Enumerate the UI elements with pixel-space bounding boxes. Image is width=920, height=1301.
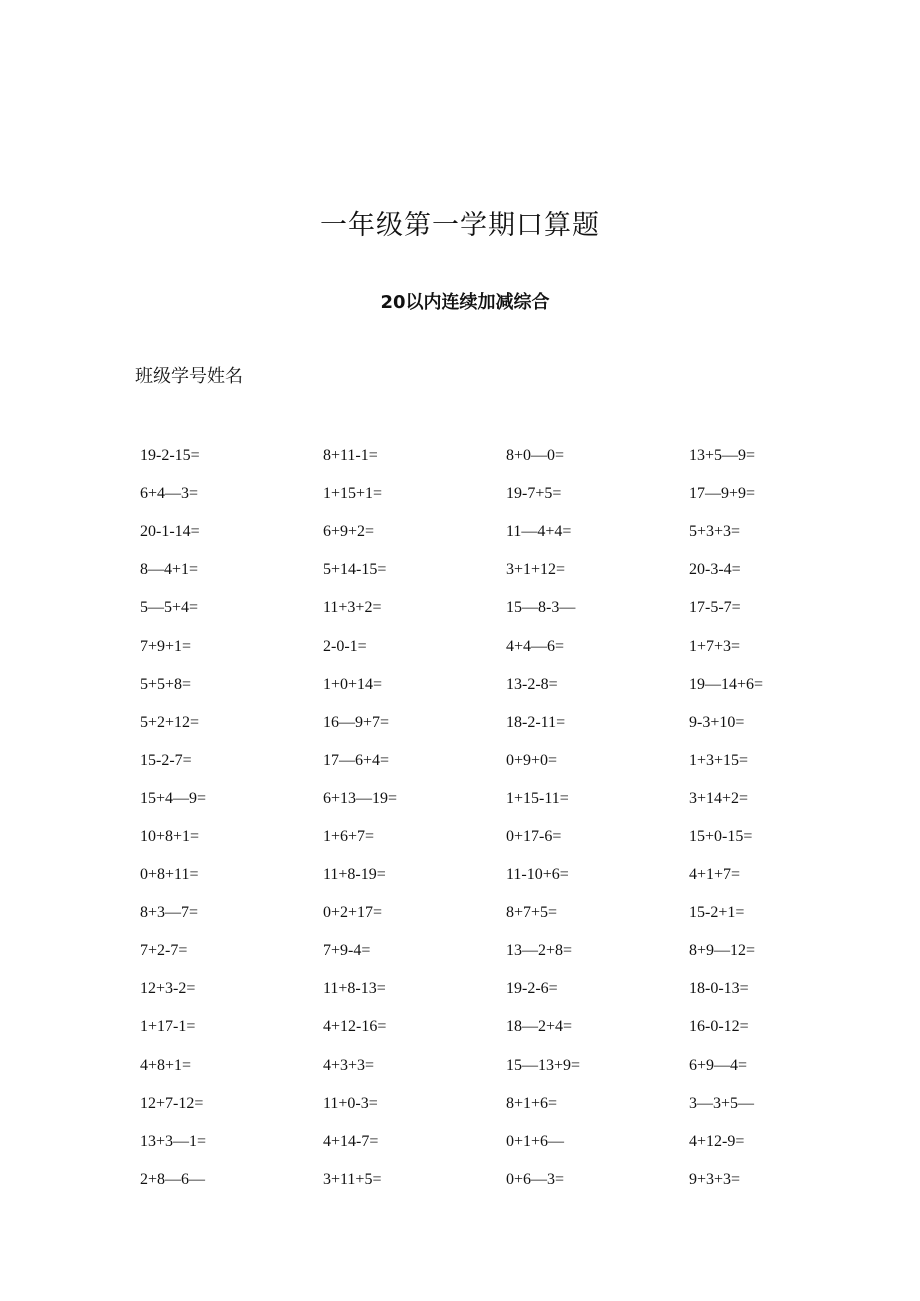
problem-row: [140, 780, 880, 818]
problem-row: [140, 589, 880, 627]
arithmetic-problem: 5+5+8=: [140, 675, 192, 693]
problem-row: [140, 742, 880, 780]
arithmetic-problem: 11-10+6=: [506, 866, 569, 884]
arithmetic-problem: 0+9+0=: [506, 751, 558, 769]
arithmetic-problem: 17-5-7=: [689, 599, 741, 617]
arithmetic-problem: 15-2-7=: [140, 751, 192, 769]
arithmetic-problem: 4+1+7=: [689, 866, 741, 884]
arithmetic-problem: 4+14-7=: [323, 1132, 379, 1150]
arithmetic-problem: 16—9+7=: [323, 713, 390, 731]
arithmetic-problem: 19-7+5=: [506, 485, 562, 503]
arithmetic-problem: 20-3-4=: [689, 561, 741, 579]
arithmetic-problem: 1+0+14=: [323, 675, 383, 693]
arithmetic-problem: 11+8-19=: [323, 866, 386, 884]
problem-row: [140, 704, 880, 742]
arithmetic-problem: 2+8—6—: [140, 1170, 206, 1188]
problem-row: [140, 437, 880, 475]
arithmetic-problem: 16-0-12=: [689, 1018, 749, 1036]
problem-row: [140, 1008, 880, 1046]
arithmetic-problem: 11+3+2=: [323, 599, 382, 617]
problem-row: [140, 1085, 880, 1123]
arithmetic-problem: 8+7+5=: [506, 904, 558, 922]
problem-row: [140, 1123, 880, 1161]
arithmetic-problem: 3+11+5=: [323, 1170, 382, 1188]
arithmetic-problem: 18—2+4=: [506, 1018, 573, 1036]
arithmetic-problem: 1+15+1=: [323, 485, 383, 503]
arithmetic-problem: 4+4—6=: [506, 637, 565, 655]
arithmetic-problem: 5—5+4=: [140, 599, 199, 617]
arithmetic-problem: 6+4—3=: [140, 485, 199, 503]
arithmetic-problem: 1+3+15=: [689, 751, 749, 769]
arithmetic-problem: 15—13+9=: [506, 1056, 581, 1074]
arithmetic-problem: 8+1+6=: [506, 1094, 558, 1112]
arithmetic-problem: 13—2+8=: [506, 942, 573, 960]
arithmetic-problem: 3—3+5—: [689, 1094, 755, 1112]
arithmetic-problem: 6+9—4=: [689, 1056, 748, 1074]
arithmetic-problem: 15—8-3—: [506, 599, 576, 617]
arithmetic-problem: 7+9-4=: [323, 942, 371, 960]
problem-row: [140, 818, 880, 856]
arithmetic-problem: 15+0-15=: [689, 827, 753, 845]
arithmetic-problem: 1+17-1=: [140, 1018, 196, 1036]
arithmetic-problem: 0+17-6=: [506, 827, 562, 845]
arithmetic-problem: 15-2+1=: [689, 904, 745, 922]
arithmetic-problem: 15+4—9=: [140, 789, 207, 807]
arithmetic-problem: 8+11-1=: [323, 447, 378, 465]
problem-row: [140, 1161, 880, 1199]
worksheet-subtitle: 20以内连续加减综合: [380, 292, 550, 313]
arithmetic-problem: 1+7+3=: [689, 637, 741, 655]
arithmetic-problem: 19-2-15=: [140, 447, 200, 465]
arithmetic-problem: 3+1+12=: [506, 561, 566, 579]
arithmetic-problem: 13-2-8=: [506, 675, 558, 693]
arithmetic-problem: 12+7-12=: [140, 1094, 204, 1112]
arithmetic-problem: 5+2+12=: [140, 713, 200, 731]
arithmetic-problem: 7+2-7=: [140, 942, 188, 960]
arithmetic-problem: 19—14+6=: [689, 675, 764, 693]
page-title: 一年级第一学期口算题: [320, 210, 600, 241]
arithmetic-problem: 3+14+2=: [689, 789, 749, 807]
problem-row: [140, 856, 880, 894]
arithmetic-problem: 8—4+1=: [140, 561, 199, 579]
arithmetic-problem: 4+12-16=: [323, 1018, 387, 1036]
arithmetic-problem: 0+6—3=: [506, 1170, 565, 1188]
arithmetic-problem: 5+14-15=: [323, 561, 387, 579]
student-info-line: 班级学号姓名: [135, 366, 243, 387]
arithmetic-problem: 11+8-13=: [323, 980, 386, 998]
problem-row: [140, 894, 880, 932]
arithmetic-problem: 11+0-3=: [323, 1094, 378, 1112]
arithmetic-problem: 4+3+3=: [323, 1056, 375, 1074]
arithmetic-problem: 11—4+4=: [506, 523, 572, 541]
problem-grid: [140, 437, 880, 1199]
arithmetic-problem: 1+6+7=: [323, 827, 375, 845]
arithmetic-problem: 7+9+1=: [140, 637, 192, 655]
arithmetic-problem: 0+1+6—: [506, 1132, 565, 1150]
arithmetic-problem: 17—6+4=: [323, 751, 390, 769]
arithmetic-problem: 20-1-14=: [140, 523, 200, 541]
arithmetic-problem: 13+3—1=: [140, 1132, 207, 1150]
arithmetic-problem: 18-0-13=: [689, 980, 749, 998]
arithmetic-problem: 8+3—7=: [140, 904, 199, 922]
problem-row: [140, 475, 880, 513]
arithmetic-problem: 1+15-11=: [506, 789, 569, 807]
arithmetic-problem: 8+9—12=: [689, 942, 756, 960]
arithmetic-problem: 5+3+3=: [689, 523, 741, 541]
arithmetic-problem: 9+3+3=: [689, 1170, 741, 1188]
arithmetic-problem: 4+12-9=: [689, 1132, 745, 1150]
problem-row: [140, 513, 880, 551]
arithmetic-problem: 17—9+9=: [689, 485, 756, 503]
problem-row: [140, 627, 880, 665]
arithmetic-problem: 6+13—19=: [323, 789, 398, 807]
arithmetic-problem: 6+9+2=: [323, 523, 375, 541]
problem-row: [140, 932, 880, 970]
arithmetic-problem: 9-3+10=: [689, 713, 745, 731]
arithmetic-problem: 19-2-6=: [506, 980, 558, 998]
problem-row: [140, 666, 880, 704]
arithmetic-problem: 8+0—0=: [506, 447, 565, 465]
arithmetic-problem: 10+8+1=: [140, 827, 200, 845]
arithmetic-problem: 13+5—9=: [689, 447, 756, 465]
problem-row: [140, 1047, 880, 1085]
arithmetic-problem: 0+2+17=: [323, 904, 383, 922]
problem-row: [140, 970, 880, 1008]
arithmetic-problem: 18-2-11=: [506, 713, 566, 731]
arithmetic-problem: 0+8+11=: [140, 866, 199, 884]
arithmetic-problem: 2-0-1=: [323, 637, 367, 655]
problem-row: [140, 551, 880, 589]
arithmetic-problem: 12+3-2=: [140, 980, 196, 998]
arithmetic-problem: 4+8+1=: [140, 1056, 192, 1074]
